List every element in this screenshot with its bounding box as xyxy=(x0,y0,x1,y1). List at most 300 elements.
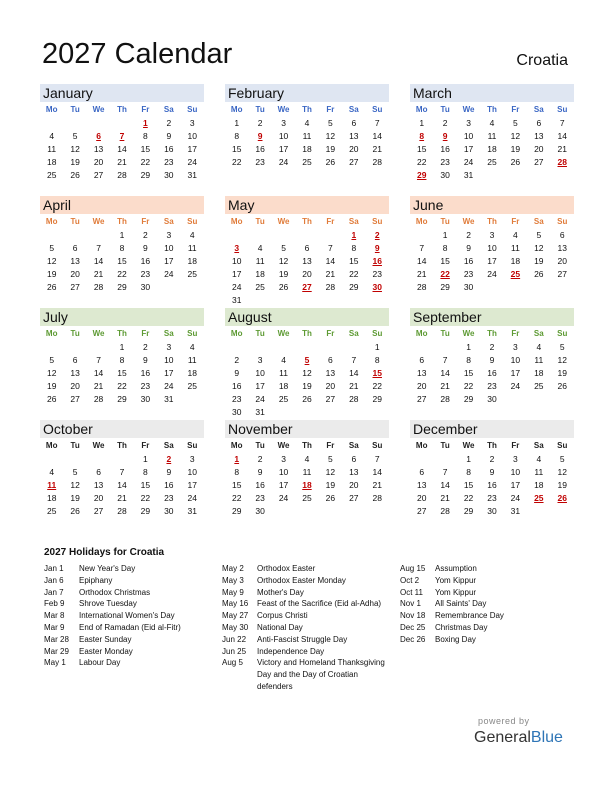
calendar-day[interactable]: 15 xyxy=(117,256,127,266)
calendar-day[interactable]: 14 xyxy=(117,480,127,490)
calendar-day[interactable]: 27 xyxy=(416,506,427,516)
calendar-day[interactable]: 23 xyxy=(487,381,497,391)
calendar-day[interactable]: 27 xyxy=(93,506,104,516)
calendar-day[interactable]: 24 xyxy=(164,269,174,279)
calendar-day[interactable]: 16 xyxy=(440,144,450,154)
holiday-day[interactable]: 25 xyxy=(510,269,521,279)
calendar-day[interactable]: 21 xyxy=(93,269,104,279)
calendar-day[interactable]: 20 xyxy=(416,381,427,391)
calendar-day[interactable]: 13 xyxy=(557,243,567,253)
calendar-day[interactable]: 19 xyxy=(557,480,567,490)
calendar-day[interactable]: 18 xyxy=(278,381,289,391)
calendar-day[interactable]: 21 xyxy=(349,381,359,391)
calendar-day[interactable]: 6 xyxy=(536,118,542,128)
calendar-day[interactable]: 9 xyxy=(143,243,148,253)
calendar-day[interactable]: 21 xyxy=(372,480,382,490)
calendar-day[interactable]: 8 xyxy=(442,243,448,253)
calendar-day[interactable]: 27 xyxy=(349,157,359,167)
calendar-day[interactable]: 11 xyxy=(534,355,544,365)
calendar-day[interactable]: 1 xyxy=(119,342,125,352)
holiday-day[interactable]: 2 xyxy=(166,454,172,464)
calendar-day[interactable]: 3 xyxy=(189,118,195,128)
calendar-day[interactable]: 16 xyxy=(487,368,497,378)
calendar-day[interactable]: 8 xyxy=(466,355,471,365)
calendar-day[interactable]: 6 xyxy=(328,355,333,365)
calendar-day[interactable]: 24 xyxy=(278,157,289,167)
calendar-day[interactable]: 11 xyxy=(187,243,197,253)
calendar-day[interactable]: 27 xyxy=(416,394,427,404)
calendar-day[interactable]: 14 xyxy=(93,256,104,266)
calendar-day[interactable]: 14 xyxy=(325,256,336,266)
calendar-day[interactable]: 18 xyxy=(487,144,497,154)
calendar-day[interactable]: 13 xyxy=(416,480,427,490)
calendar-day[interactable]: 17 xyxy=(510,368,521,378)
calendar-day[interactable]: 9 xyxy=(489,467,495,477)
calendar-day[interactable]: 8 xyxy=(234,131,240,141)
calendar-day[interactable]: 16 xyxy=(164,480,174,490)
holiday-day[interactable]: 25 xyxy=(534,493,544,503)
holiday-day[interactable]: 2 xyxy=(374,230,380,240)
calendar-day[interactable]: 30 xyxy=(487,506,497,516)
calendar-day[interactable]: 31 xyxy=(164,394,174,404)
calendar-day[interactable]: 29 xyxy=(140,506,151,516)
calendar-day[interactable]: 27 xyxy=(557,269,567,279)
calendar-day[interactable]: 4 xyxy=(489,118,495,128)
calendar-day[interactable]: 8 xyxy=(466,467,471,477)
calendar-day[interactable]: 4 xyxy=(536,342,542,352)
calendar-day[interactable]: 23 xyxy=(231,394,242,404)
calendar-day[interactable]: 4 xyxy=(189,230,195,240)
calendar-day[interactable]: 13 xyxy=(349,467,359,477)
calendar-day[interactable]: 24 xyxy=(255,394,265,404)
calendar-day[interactable]: 14 xyxy=(372,131,382,141)
calendar-day[interactable]: 4 xyxy=(536,454,542,464)
calendar-day[interactable]: 5 xyxy=(559,454,565,464)
calendar-day[interactable]: 6 xyxy=(351,454,357,464)
calendar-day[interactable]: 5 xyxy=(513,118,518,128)
calendar-day[interactable]: 6 xyxy=(304,243,310,253)
calendar-day[interactable]: 7 xyxy=(442,355,448,365)
calendar-day[interactable]: 26 xyxy=(510,157,521,167)
calendar-day[interactable]: 23 xyxy=(372,269,382,279)
calendar-day[interactable]: 12 xyxy=(557,355,567,365)
calendar-day[interactable]: 4 xyxy=(281,355,286,365)
calendar-day[interactable]: 8 xyxy=(374,355,380,365)
calendar-day[interactable]: 2 xyxy=(489,454,495,464)
calendar-day[interactable]: 10 xyxy=(278,131,289,141)
calendar-day[interactable]: 16 xyxy=(255,480,265,490)
calendar-day[interactable]: 3 xyxy=(513,454,518,464)
calendar-day[interactable]: 1 xyxy=(119,230,125,240)
calendar-day[interactable]: 22 xyxy=(140,493,151,503)
holiday-day[interactable]: 15 xyxy=(372,368,382,378)
calendar-day[interactable]: 27 xyxy=(325,394,336,404)
calendar-day[interactable]: 14 xyxy=(93,368,104,378)
calendar-day[interactable]: 4 xyxy=(49,467,55,477)
calendar-day[interactable]: 17 xyxy=(255,381,265,391)
calendar-day[interactable]: 18 xyxy=(187,256,197,266)
calendar-day[interactable]: 2 xyxy=(143,230,148,240)
holiday-day[interactable]: 9 xyxy=(442,131,448,141)
calendar-day[interactable]: 19 xyxy=(46,381,57,391)
calendar-day[interactable]: 28 xyxy=(440,394,450,404)
calendar-day[interactable]: 29 xyxy=(140,170,151,180)
calendar-day[interactable]: 12 xyxy=(557,467,567,477)
calendar-day[interactable]: 19 xyxy=(510,144,521,154)
calendar-day[interactable]: 20 xyxy=(70,269,80,279)
calendar-day[interactable]: 24 xyxy=(463,157,474,167)
calendar-day[interactable]: 16 xyxy=(164,144,174,154)
calendar-day[interactable]: 25 xyxy=(278,394,289,404)
calendar-day[interactable]: 23 xyxy=(255,493,265,503)
calendar-day[interactable]: 20 xyxy=(416,493,427,503)
calendar-day[interactable]: 7 xyxy=(328,243,333,253)
holiday-day[interactable]: 26 xyxy=(557,493,567,503)
calendar-day[interactable]: 17 xyxy=(278,144,289,154)
calendar-day[interactable]: 10 xyxy=(278,467,289,477)
calendar-day[interactable]: 13 xyxy=(325,368,336,378)
calendar-day[interactable]: 16 xyxy=(231,381,242,391)
calendar-day[interactable]: 30 xyxy=(140,282,151,292)
calendar-day[interactable]: 7 xyxy=(559,118,565,128)
calendar-day[interactable]: 19 xyxy=(325,144,336,154)
calendar-day[interactable]: 12 xyxy=(302,368,312,378)
calendar-day[interactable]: 23 xyxy=(164,157,174,167)
calendar-day[interactable]: 1 xyxy=(466,342,471,352)
calendar-day[interactable]: 10 xyxy=(510,355,521,365)
holiday-day[interactable]: 9 xyxy=(374,243,380,253)
calendar-day[interactable]: 15 xyxy=(349,256,359,266)
calendar-day[interactable]: 18 xyxy=(46,157,57,167)
calendar-day[interactable]: 24 xyxy=(164,381,174,391)
calendar-day[interactable]: 24 xyxy=(278,493,289,503)
calendar-day[interactable]: 3 xyxy=(281,454,286,464)
calendar-day[interactable]: 23 xyxy=(463,269,474,279)
calendar-day[interactable]: 24 xyxy=(510,381,521,391)
calendar-day[interactable]: 4 xyxy=(189,342,195,352)
calendar-day[interactable]: 20 xyxy=(325,381,336,391)
calendar-day[interactable]: 19 xyxy=(46,269,57,279)
calendar-day[interactable]: 3 xyxy=(281,118,286,128)
calendar-day[interactable]: 7 xyxy=(374,454,380,464)
calendar-day[interactable]: 29 xyxy=(117,282,127,292)
calendar-day[interactable]: 5 xyxy=(536,230,542,240)
calendar-day[interactable]: 14 xyxy=(440,368,450,378)
calendar-day[interactable]: 29 xyxy=(349,282,359,292)
calendar-day[interactable]: 4 xyxy=(49,131,55,141)
calendar-day[interactable]: 22 xyxy=(463,381,474,391)
calendar-day[interactable]: 28 xyxy=(117,170,127,180)
calendar-day[interactable]: 16 xyxy=(255,144,265,154)
calendar-day[interactable]: 10 xyxy=(255,368,265,378)
calendar-day[interactable]: 22 xyxy=(117,381,127,391)
calendar-day[interactable]: 1 xyxy=(143,454,148,464)
calendar-day[interactable]: 10 xyxy=(187,467,197,477)
calendar-day[interactable]: 18 xyxy=(534,480,544,490)
calendar-day[interactable]: 22 xyxy=(117,269,127,279)
calendar-day[interactable]: 17 xyxy=(278,480,289,490)
calendar-day[interactable]: 9 xyxy=(143,355,148,365)
calendar-day[interactable]: 12 xyxy=(534,243,544,253)
calendar-day[interactable]: 1 xyxy=(374,342,380,352)
calendar-day[interactable]: 17 xyxy=(487,256,497,266)
calendar-day[interactable]: 28 xyxy=(325,282,336,292)
holiday-day[interactable]: 27 xyxy=(302,282,312,292)
calendar-day[interactable]: 20 xyxy=(93,157,104,167)
calendar-day[interactable]: 12 xyxy=(325,131,336,141)
holiday-day[interactable]: 1 xyxy=(143,118,148,128)
calendar-day[interactable]: 21 xyxy=(416,269,427,279)
calendar-day[interactable]: 28 xyxy=(416,282,427,292)
calendar-day[interactable]: 11 xyxy=(279,368,288,378)
calendar-day[interactable]: 26 xyxy=(557,381,567,391)
calendar-day[interactable]: 25 xyxy=(187,269,197,279)
calendar-day[interactable]: 8 xyxy=(234,467,240,477)
calendar-day[interactable]: 3 xyxy=(189,454,195,464)
calendar-day[interactable]: 5 xyxy=(49,243,55,253)
calendar-day[interactable]: 29 xyxy=(117,394,127,404)
calendar-day[interactable]: 7 xyxy=(419,243,425,253)
calendar-day[interactable]: 6 xyxy=(72,355,78,365)
holiday-day[interactable]: 30 xyxy=(372,282,382,292)
calendar-day[interactable]: 16 xyxy=(140,256,151,266)
calendar-day[interactable]: 17 xyxy=(231,269,242,279)
holiday-day[interactable]: 28 xyxy=(557,157,567,167)
calendar-day[interactable]: 24 xyxy=(510,493,521,503)
calendar-day[interactable]: 4 xyxy=(513,230,518,240)
calendar-day[interactable]: 4 xyxy=(257,243,263,253)
holiday-day[interactable]: 7 xyxy=(119,131,125,141)
holiday-day[interactable]: 1 xyxy=(234,454,240,464)
calendar-day[interactable]: 6 xyxy=(419,467,425,477)
calendar-day[interactable]: 6 xyxy=(96,467,101,477)
calendar-day[interactable]: 15 xyxy=(140,480,151,490)
calendar-day[interactable]: 18 xyxy=(46,493,57,503)
calendar-day[interactable]: 30 xyxy=(463,282,474,292)
calendar-day[interactable]: 8 xyxy=(351,243,357,253)
calendar-day[interactable]: 14 xyxy=(372,467,382,477)
calendar-day[interactable]: 14 xyxy=(557,131,567,141)
calendar-day[interactable]: 3 xyxy=(166,342,172,352)
calendar-day[interactable]: 5 xyxy=(328,454,333,464)
calendar-day[interactable]: 31 xyxy=(463,170,474,180)
calendar-day[interactable]: 20 xyxy=(349,480,359,490)
calendar-day[interactable]: 25 xyxy=(534,381,544,391)
calendar-day[interactable]: 26 xyxy=(325,493,336,503)
calendar-day[interactable]: 24 xyxy=(187,493,197,503)
calendar-day[interactable]: 7 xyxy=(96,355,101,365)
calendar-day[interactable]: 11 xyxy=(534,467,544,477)
calendar-day[interactable]: 12 xyxy=(510,131,521,141)
calendar-day[interactable]: 15 xyxy=(463,368,474,378)
calendar-day[interactable]: 15 xyxy=(117,368,127,378)
calendar-day[interactable]: 3 xyxy=(466,118,471,128)
calendar-day[interactable]: 22 xyxy=(349,269,359,279)
calendar-day[interactable]: 20 xyxy=(557,256,567,266)
calendar-day[interactable]: 2 xyxy=(489,342,495,352)
calendar-day[interactable]: 14 xyxy=(349,368,359,378)
calendar-day[interactable]: 15 xyxy=(140,144,151,154)
calendar-day[interactable]: 8 xyxy=(143,467,148,477)
calendar-day[interactable]: 22 xyxy=(140,157,151,167)
calendar-day[interactable]: 11 xyxy=(510,243,520,253)
calendar-day[interactable]: 2 xyxy=(442,118,448,128)
calendar-day[interactable]: 23 xyxy=(440,157,450,167)
calendar-day[interactable]: 2 xyxy=(466,230,471,240)
generalblue-logo[interactable] xyxy=(474,729,563,747)
calendar-day[interactable]: 19 xyxy=(325,480,336,490)
calendar-day[interactable]: 9 xyxy=(166,131,172,141)
calendar-day[interactable]: 7 xyxy=(119,467,125,477)
calendar-day[interactable]: 10 xyxy=(463,131,474,141)
calendar-day[interactable]: 12 xyxy=(278,256,289,266)
calendar-day[interactable]: 14 xyxy=(416,256,427,266)
calendar-day[interactable]: 17 xyxy=(164,368,174,378)
calendar-day[interactable]: 29 xyxy=(440,282,450,292)
calendar-day[interactable]: 26 xyxy=(302,394,312,404)
calendar-day[interactable]: 12 xyxy=(325,467,336,477)
calendar-day[interactable]: 27 xyxy=(70,394,80,404)
calendar-day[interactable]: 31 xyxy=(231,295,242,305)
calendar-day[interactable]: 9 xyxy=(466,243,471,253)
calendar-day[interactable]: 30 xyxy=(231,407,242,417)
calendar-day[interactable]: 22 xyxy=(372,381,382,391)
calendar-day[interactable]: 13 xyxy=(93,144,104,154)
calendar-day[interactable]: 4 xyxy=(304,118,310,128)
calendar-day[interactable]: 9 xyxy=(234,368,240,378)
calendar-day[interactable]: 25 xyxy=(255,282,265,292)
calendar-day[interactable]: 11 xyxy=(302,131,312,141)
calendar-day[interactable]: 29 xyxy=(372,394,382,404)
calendar-day[interactable]: 18 xyxy=(187,368,197,378)
calendar-day[interactable]: 19 xyxy=(70,157,80,167)
calendar-day[interactable]: 5 xyxy=(281,243,286,253)
calendar-day[interactable]: 17 xyxy=(164,256,174,266)
calendar-day[interactable]: 21 xyxy=(117,493,127,503)
calendar-day[interactable]: 3 xyxy=(166,230,172,240)
calendar-day[interactable]: 7 xyxy=(351,355,357,365)
calendar-day[interactable]: 28 xyxy=(117,506,127,516)
calendar-day[interactable]: 20 xyxy=(349,144,359,154)
calendar-day[interactable]: 19 xyxy=(534,256,544,266)
calendar-day[interactable]: 17 xyxy=(510,480,521,490)
calendar-day[interactable]: 10 xyxy=(510,467,521,477)
holiday-day[interactable]: 3 xyxy=(234,243,240,253)
calendar-day[interactable]: 10 xyxy=(231,256,242,266)
calendar-day[interactable]: 29 xyxy=(463,394,474,404)
calendar-day[interactable]: 19 xyxy=(278,269,289,279)
calendar-day[interactable]: 25 xyxy=(487,157,497,167)
calendar-day[interactable]: 10 xyxy=(164,243,174,253)
calendar-day[interactable]: 10 xyxy=(164,355,174,365)
calendar-day[interactable]: 18 xyxy=(510,256,521,266)
calendar-day[interactable]: 14 xyxy=(117,144,127,154)
calendar-day[interactable]: 23 xyxy=(255,157,265,167)
calendar-day[interactable]: 5 xyxy=(49,355,55,365)
holiday-day[interactable]: 5 xyxy=(304,355,310,365)
calendar-day[interactable]: 11 xyxy=(187,355,197,365)
calendar-day[interactable]: 19 xyxy=(302,381,312,391)
calendar-day[interactable]: 31 xyxy=(187,506,197,516)
calendar-day[interactable]: 13 xyxy=(70,368,80,378)
calendar-day[interactable]: 6 xyxy=(72,243,78,253)
calendar-day[interactable]: 12 xyxy=(70,144,80,154)
calendar-day[interactable]: 30 xyxy=(487,394,497,404)
calendar-day[interactable]: 6 xyxy=(419,355,425,365)
calendar-day[interactable]: 25 xyxy=(187,381,197,391)
calendar-day[interactable]: 24 xyxy=(187,157,197,167)
calendar-day[interactable]: 31 xyxy=(510,506,521,516)
calendar-day[interactable]: 15 xyxy=(440,256,450,266)
calendar-day[interactable]: 7 xyxy=(374,118,380,128)
calendar-day[interactable]: 5 xyxy=(559,342,565,352)
calendar-day[interactable]: 20 xyxy=(302,269,312,279)
calendar-day[interactable]: 15 xyxy=(416,144,427,154)
calendar-day[interactable]: 12 xyxy=(70,480,80,490)
calendar-day[interactable]: 30 xyxy=(164,170,174,180)
calendar-day[interactable]: 21 xyxy=(557,144,567,154)
calendar-day[interactable]: 30 xyxy=(140,394,151,404)
calendar-day[interactable]: 19 xyxy=(557,368,567,378)
holiday-day[interactable]: 29 xyxy=(416,170,427,180)
calendar-day[interactable]: 16 xyxy=(140,368,151,378)
calendar-day[interactable]: 27 xyxy=(70,282,80,292)
calendar-day[interactable]: 18 xyxy=(255,269,265,279)
calendar-day[interactable]: 10 xyxy=(487,243,497,253)
calendar-day[interactable]: 13 xyxy=(302,256,312,266)
calendar-day[interactable]: 5 xyxy=(328,118,333,128)
calendar-day[interactable]: 10 xyxy=(187,131,197,141)
calendar-day[interactable]: 27 xyxy=(93,170,104,180)
calendar-day[interactable]: 6 xyxy=(559,230,565,240)
holiday-day[interactable]: 1 xyxy=(351,230,357,240)
calendar-day[interactable]: 30 xyxy=(440,170,450,180)
calendar-day[interactable]: 13 xyxy=(534,131,544,141)
calendar-day[interactable]: 3 xyxy=(489,230,495,240)
calendar-day[interactable]: 21 xyxy=(372,144,382,154)
calendar-day[interactable]: 7 xyxy=(96,243,101,253)
calendar-day[interactable]: 28 xyxy=(349,394,359,404)
calendar-day[interactable]: 15 xyxy=(463,480,474,490)
calendar-day[interactable]: 20 xyxy=(93,493,104,503)
calendar-day[interactable]: 26 xyxy=(46,282,57,292)
holiday-day[interactable]: 8 xyxy=(419,131,425,141)
calendar-day[interactable]: 2 xyxy=(234,355,240,365)
holiday-day[interactable]: 18 xyxy=(302,480,312,490)
calendar-day[interactable]: 12 xyxy=(46,256,57,266)
calendar-day[interactable]: 21 xyxy=(440,381,450,391)
calendar-day[interactable]: 8 xyxy=(119,243,125,253)
calendar-day[interactable]: 9 xyxy=(166,467,172,477)
calendar-day[interactable]: 21 xyxy=(117,157,127,167)
calendar-day[interactable]: 1 xyxy=(234,118,240,128)
calendar-day[interactable]: 19 xyxy=(70,493,80,503)
calendar-day[interactable]: 23 xyxy=(487,493,497,503)
calendar-day[interactable]: 11 xyxy=(302,467,312,477)
calendar-day[interactable]: 16 xyxy=(463,256,474,266)
calendar-day[interactable]: 17 xyxy=(187,144,197,154)
calendar-day[interactable]: 22 xyxy=(463,493,474,503)
calendar-day[interactable]: 25 xyxy=(46,170,57,180)
calendar-day[interactable]: 5 xyxy=(72,467,78,477)
calendar-day[interactable]: 8 xyxy=(119,355,125,365)
calendar-day[interactable]: 5 xyxy=(72,131,78,141)
calendar-day[interactable]: 24 xyxy=(231,282,242,292)
holiday-day[interactable]: 6 xyxy=(96,131,101,141)
calendar-day[interactable]: 18 xyxy=(302,144,312,154)
calendar-day[interactable]: 26 xyxy=(534,269,544,279)
calendar-day[interactable]: 25 xyxy=(302,157,312,167)
